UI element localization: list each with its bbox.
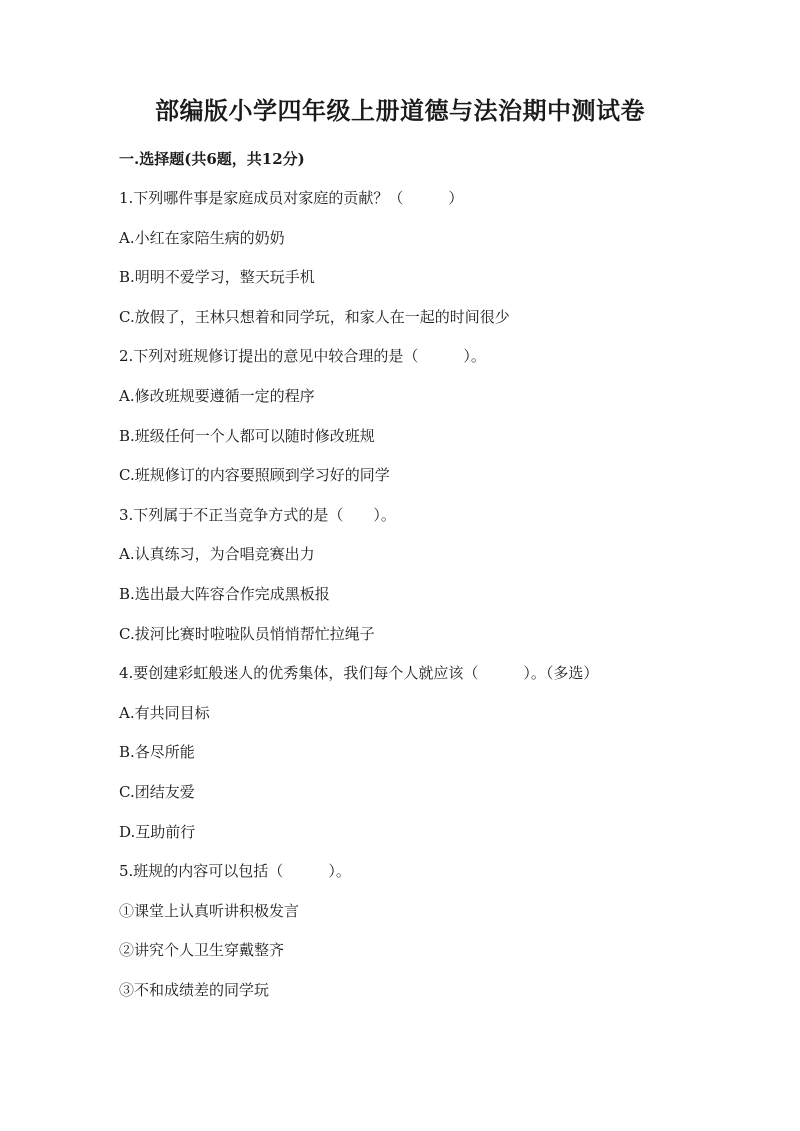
section-heading: 一.选择题(共6题，共12分) [119, 150, 305, 168]
question-5-item-2: ②讲究个人卫生穿戴整齐 [119, 941, 285, 960]
question-5-item-3: ③不和成绩差的同学玩 [119, 980, 270, 999]
question-3-stem: 3.下列属于不正当竞争方式的是（ ）。 [119, 505, 396, 524]
question-4-stem: 4.要创建彩虹般迷人的优秀集体，我们每个人就应该（ ）。（多选） [119, 664, 599, 683]
page-title: 部编版小学四年级上册道德与法治期中测试卷 [155, 96, 645, 125]
question-3-option-b: B.选出最大阵容合作完成黑板报 [119, 584, 330, 603]
question-list [119, 187, 719, 1018]
question-1-option-b: B.明明不爱学习，整天玩手机 [119, 268, 315, 287]
question-2-option-a: A.修改班规要遵循一定的程序 [119, 386, 315, 405]
question-4-option-b: B.各尽所能 [119, 743, 195, 762]
question-1-stem: 1.下列哪件事是家庭成员对家庭的贡献？（ ） [119, 189, 464, 207]
question-2-option-c: C.班规修订的内容要照顾到学习好的同学 [119, 466, 390, 485]
question-5-stem: 5.班规的内容可以包括（ ）。 [119, 862, 351, 881]
question-4-option-a: A.有共同目标 [119, 703, 210, 722]
question-1-option-c: C.放假了，王林只想着和同学玩，和家人在一起的时间很少 [119, 307, 510, 326]
question-3-option-c: C.拔河比赛时啦啦队员悄悄帮忙拉绳子 [119, 624, 375, 643]
question-5-item-1: ①课堂上认真听讲积极发言 [119, 901, 300, 920]
question-1-option-a: A.小红在家陪生病的奶奶 [119, 228, 285, 247]
question-2-option-b: B.班级任何一个人都可以随时修改班规 [119, 426, 375, 445]
question-4-option-c: C.团结友爱 [119, 782, 195, 801]
question-2-stem: 2.下列对班规修订提出的意见中较合理的是（ ）。 [119, 347, 486, 366]
question-4-option-d: D.互助前行 [119, 822, 196, 841]
question-3-option-a: A.认真练习，为合唱竞赛出力 [119, 545, 315, 564]
